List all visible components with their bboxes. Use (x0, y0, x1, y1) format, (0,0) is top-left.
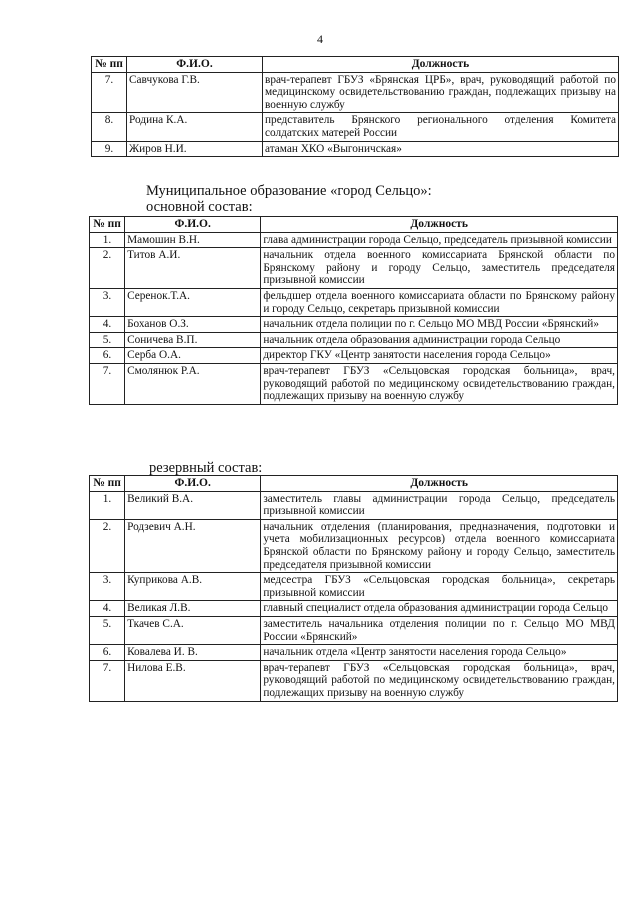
member-position: заместитель главы администрации города Сельцо, председатель призывной комиссии (261, 491, 618, 519)
row-number: 4. (90, 601, 125, 617)
member-name: Смолянюк Р.А. (125, 363, 261, 404)
column-header-num: № пп (92, 57, 127, 73)
table-row (92, 141, 619, 157)
member-name: Серба О.А. (125, 348, 261, 364)
member-name: Нилова Е.В. (125, 660, 261, 701)
table-row (90, 248, 618, 289)
member-name: Жиров Н.И. (127, 141, 263, 157)
table-row (90, 348, 618, 364)
member-position: медсестра ГБУЗ «Сельцовская городская больница», секретарь призывной комиссии (261, 573, 618, 601)
member-position: директор ГКУ «Центр занятости населения города Сельцо» (261, 348, 618, 364)
member-position: врач-терапевт ГБУЗ «Сельцовская городская больница», врач, руководящий работой по медицинскому освидетельствованию граждан, подлежащих призыву на военную службу (261, 363, 618, 404)
section-title: Муниципальное образование «город Сельцо»: (146, 183, 432, 199)
column-header-name: Ф.И.О. (125, 217, 261, 233)
main-composition-table (89, 216, 618, 405)
table-header-row (90, 217, 618, 233)
table-row (90, 317, 618, 333)
member-name: Родзевич А.Н. (125, 519, 261, 572)
row-number: 6. (90, 348, 125, 364)
member-position: начальник отдела образования администрации города Сельцо (261, 332, 618, 348)
member-name: Титов А.И. (125, 248, 261, 289)
member-position: главный специалист отдела образования администрации города Сельцо (261, 601, 618, 617)
reserve-composition-table (89, 475, 618, 702)
member-name: Соничева В.П. (125, 332, 261, 348)
member-name: Родина К.А. (127, 113, 263, 141)
section-subtitle: основной состав: (146, 199, 253, 215)
member-name: Куприкова А.В. (125, 573, 261, 601)
column-header-position: Должность (261, 217, 618, 233)
table-row (90, 288, 618, 316)
member-position: врач-терапевт ГБУЗ «Брянская ЦРБ», врач, руководящий работой по медицинскому освидетельствованию граждан, подлежащих призыву на военную службу (263, 72, 619, 113)
member-position: начальник отдела «Центр занятости населения города Сельцо» (261, 645, 618, 661)
member-position: фельдшер отдела военного комиссариата области по Брянскому району и городу Сельцо, секретарь призывной комиссии (261, 288, 618, 316)
row-number: 5. (90, 332, 125, 348)
member-name: Ковалева И. В. (125, 645, 261, 661)
member-name: Великая Л.В. (125, 601, 261, 617)
member-position: начальник отдела военного комиссариата Брянской области по Брянскому району и городу Сельцо, заместитель председателя призывной комиссии (261, 248, 618, 289)
member-position: атаман ХКО «Выгоничская» (263, 141, 619, 157)
member-position: представитель Брянского регионального отделения Комитета солдатских матерей России (263, 113, 619, 141)
member-position: начальник отделения (планирования, предназначения, подготовки и учета мобилизационных ресурсов) отдела военного комиссариата Брянской области по Брянскому району и городу Сельцо, заместитель председателя призывной комиссии (261, 519, 618, 572)
table-header-row (92, 57, 619, 73)
table-row (90, 616, 618, 644)
row-number: 7. (90, 363, 125, 404)
row-number: 1. (90, 232, 125, 248)
table-row (90, 573, 618, 601)
member-position: заместитель начальника отделения полиции по г. Сельцо МО МВД России «Брянский» (261, 616, 618, 644)
table-row (92, 113, 619, 141)
column-header-num: № пп (90, 217, 125, 233)
row-number: 7. (92, 72, 127, 113)
member-name: Ткачев С.А. (125, 616, 261, 644)
column-header-name: Ф.И.О. (125, 476, 261, 492)
table-row (90, 645, 618, 661)
table-row (90, 232, 618, 248)
member-name: Великий В.А. (125, 491, 261, 519)
table-row (90, 491, 618, 519)
member-name: Серенок.Т.А. (125, 288, 261, 316)
row-number: 2. (90, 248, 125, 289)
table-header-row (90, 476, 618, 492)
table-row (90, 660, 618, 701)
row-number: 7. (90, 660, 125, 701)
member-name: Мамошин В.Н. (125, 232, 261, 248)
table-row (90, 519, 618, 572)
row-number: 5. (90, 616, 125, 644)
row-number: 8. (92, 113, 127, 141)
member-name: Савчукова Г.В. (127, 72, 263, 113)
row-number: 1. (90, 491, 125, 519)
row-number: 4. (90, 317, 125, 333)
member-position: врач-терапевт ГБУЗ «Сельцовская городская больница», врач, руководящий работой по медицинскому освидетельствованию граждан, подлежащих призыву на военную службу (261, 660, 618, 701)
commission-table-continued (91, 56, 619, 157)
column-header-position: Должность (263, 57, 619, 73)
member-position: глава администрации города Сельцо, председатель призывной комиссии (261, 232, 618, 248)
column-header-name: Ф.И.О. (127, 57, 263, 73)
row-number: 2. (90, 519, 125, 572)
row-number: 3. (90, 573, 125, 601)
row-number: 3. (90, 288, 125, 316)
page-number: 4 (317, 32, 323, 46)
member-position: начальник отдела полиции по г. Сельцо МО МВД России «Брянский» (261, 317, 618, 333)
table-row (90, 332, 618, 348)
table-row (92, 72, 619, 113)
row-number: 6. (90, 645, 125, 661)
table-row (90, 601, 618, 617)
table-row (90, 363, 618, 404)
reserve-section-title: резервный состав: (149, 460, 263, 476)
column-header-num: № пп (90, 476, 125, 492)
column-header-position: Должность (261, 476, 618, 492)
row-number: 9. (92, 141, 127, 157)
member-name: Боханов О.З. (125, 317, 261, 333)
